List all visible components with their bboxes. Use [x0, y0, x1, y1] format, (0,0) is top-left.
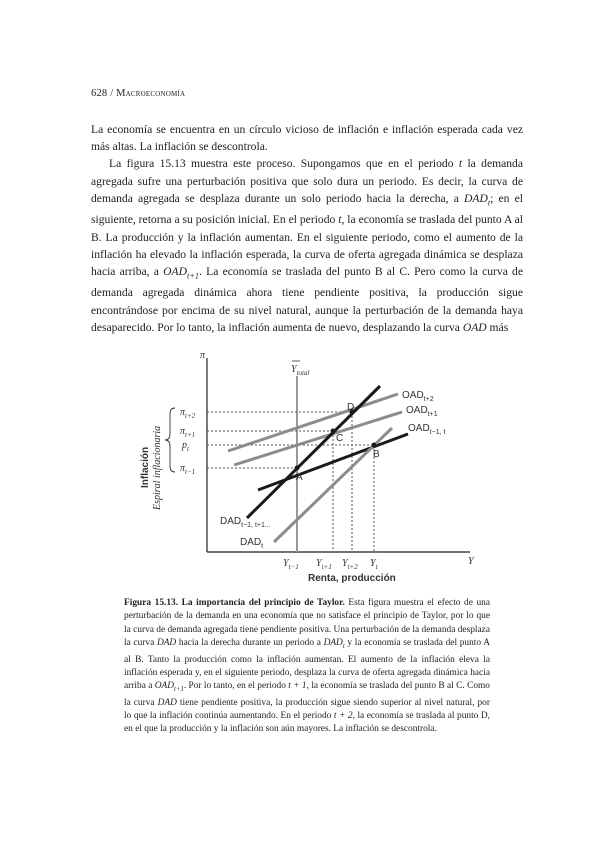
p2-dad: $DAD_t$	[464, 191, 491, 208]
tick-p-t: $p_t$	[182, 440, 189, 453]
caption-period-t1: t + 1	[288, 681, 307, 692]
point-b-dot	[372, 443, 377, 448]
point-c-label: C	[336, 433, 344, 444]
point-b-label: B	[373, 449, 380, 460]
p2-text-b: la demanda agregada sufre una perturbación positiva que solo dura un periodo. Es decir, la curva de demanda agregada se desplaza durante un solo periodo hacia la derecha, a	[91, 157, 523, 205]
p2-oad2: OAD	[462, 320, 487, 334]
header-separator: /	[110, 88, 114, 99]
caption-text-3: y la economía se traslada del punto A al B. Tanto la producción como la inflación aumentan. El aumento de la inflación eleva la inflación esperada y, en el siguiente periodo, desplaza la curva de oferta agregada dinámica hacia arriba a	[124, 638, 491, 692]
tick-y-t: $Y_t$	[370, 558, 378, 571]
point-c-dot	[331, 429, 336, 434]
label-oad-t2: $OAD_{t+2}$	[402, 390, 434, 403]
caption-text-6: tiene pendiente positiva, la producción sigue siendo superior al nivel natural, por lo que la inflación continúa aumentando. En el periodo	[124, 697, 490, 721]
page-header	[91, 88, 185, 99]
p2-text-a: La figura 15.13 muestra este proceso. Supongamos que en el periodo	[109, 157, 459, 171]
tick-y-t1: $Y_{t+1}$	[316, 558, 332, 571]
caption-dad3: DAD	[157, 697, 177, 708]
paragraph-2	[91, 155, 523, 336]
caption-text-5: , la economía se traslada del punto B al C. Como la curva	[124, 681, 490, 708]
p2-oad: $OAD_{t+1}$	[163, 264, 200, 281]
caption-dad1: DAD	[156, 638, 177, 649]
p2-text-c: ; en el siguiente, retorna a su posición inicial. En el periodo	[91, 191, 523, 227]
tick-y-tm1: $Y_{t-1}$	[283, 558, 299, 571]
figure-15-13	[140, 348, 480, 588]
caption-text-1: Esta figura muestra el efecto de una perturbación de la demanda en una economía que no satisface el principio de Taylor, por lo que la curva de demanda agregada tiene pendiente positiva. Una perturbación de la demanda desplaza la curva	[124, 598, 491, 649]
y-axis-symbol: π	[200, 350, 206, 361]
inflation-spiral-brace	[165, 408, 175, 472]
point-d-label: D	[347, 402, 355, 413]
body-text	[91, 121, 523, 336]
label-dad-tm1: $DAD_{t-1, t+1...}$	[220, 516, 271, 529]
p2-italic-t1: t	[458, 157, 463, 171]
tick-y-t2: $Y_{t+2}$	[342, 558, 358, 571]
caption-period-t2: t + 2	[333, 711, 353, 721]
tick-pi-t1: $\pi_{t+1}$	[180, 426, 196, 439]
label-oad-tm1-t: $OAD_{t-1, t}$	[408, 423, 446, 436]
tick-pi-tm1: $\pi_{t-1}$	[180, 463, 196, 476]
caption-dad2: $DAD_t$	[323, 638, 345, 651]
p2-italic-t2: t	[338, 213, 342, 227]
guide-lines	[207, 412, 374, 552]
point-a-label: A	[296, 472, 303, 483]
caption-text-2: hacia la derecha durante un periodo a	[176, 638, 324, 649]
label-dad-t: $DAD_t$	[240, 537, 264, 550]
y-axis-label: Inflación	[140, 446, 151, 488]
caption-text-7: , la economía se traslada al punto D, en el que la producción y la inflación son aún mayores. La inflación se descontrola.	[124, 711, 490, 735]
point-a-dot	[295, 466, 300, 471]
paragraph-1: La economía se encuentra en un círculo vicioso de inflación e inflación esperada cada vez más altas. La inflación se descontrola.	[91, 123, 523, 154]
page-number: 628	[91, 88, 108, 99]
ytotal-label: $Y_{total}$	[291, 364, 310, 377]
p2-text-f: más	[486, 320, 509, 334]
figure-caption	[124, 597, 490, 737]
p2-text-d: , la economía se traslada del punto A al B. La producción y la inflación aumentan. En el siguiente periodo, como el aumento de la inflación ha elevado la inflación esperada, la curva de oferta agregada dinámica se desplaza hacia arriba, a	[91, 213, 523, 278]
oad-tm1-t-curve	[258, 434, 408, 490]
caption-label: Figura 15.13. La importancia del principio de Taylor.	[124, 598, 345, 608]
x-axis-label: Renta, producción	[308, 573, 396, 584]
y-axis-sublabel: Espiral inflacionaria	[152, 425, 163, 510]
caption-oad1: $OAD_{t+1}$	[154, 681, 184, 694]
taylor-diagram	[140, 348, 480, 588]
book-title: Macroeconomía	[116, 88, 186, 99]
tick-pi-t2: $\pi_{t+2}$	[180, 407, 196, 420]
label-oad-t1: $OAD_{t+1}$	[406, 405, 438, 418]
caption-text-4: . Por lo tanto, en el periodo	[183, 681, 289, 692]
p2-text-e: . La economía se traslada del punto B al C. Pero como la curva de demanda agregada dinámica ahora tiene pendiente positiva, la producción sigue encontrándose por encima de su nivel natural, aunque la perturbación de la demanda haya desaparecido. Por lo tanto, la inflación aumenta de nuevo, desplazando la curva	[91, 264, 523, 334]
x-axis-symbol: Y	[468, 556, 474, 567]
